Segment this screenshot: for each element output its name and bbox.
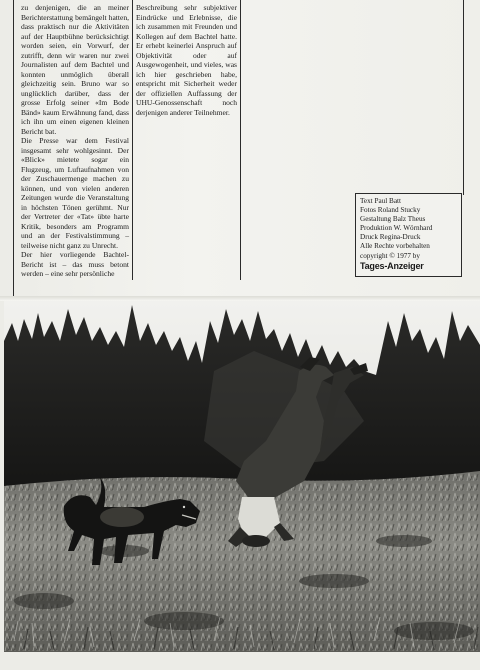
credit-line: Gestaltung Balz Theus [360,215,426,224]
credit-line: Alle Rechte vorbehalten [360,242,430,251]
column-rule-middle [132,0,133,280]
credit-line: copyright © 1977 by [360,251,420,260]
credit-line: Text Paul Batt [360,197,402,205]
paragraph: Beschreibung sehr subjektiver Eindrücke und Erlebnisse, die ich zusammen mit Freunden und Kollegen auf dem Bachtel hatte. Er erhebt keinerlei Anspruch auf Objektivität oder auf Ausgewogenheit, und vieles, was ich hier geschrieben habe, entspricht mit Sicherheit weder der offiziellen Auffassung der UHU-Genossenschaft noch derjenigen anderer Teilnehmer. [136,3,237,117]
column-rule-right [240,0,241,280]
credit-line: Druck Regina-Druck [360,233,421,242]
photo-meadow-dog-handstand [4,301,480,652]
article-column-1 [21,3,129,279]
article-column-2 [136,3,237,117]
credit-line: Fotos Roland Stucky [360,206,421,215]
bottom-margin [0,652,480,670]
column-rule-far-right [463,0,464,195]
column-rule-left [13,0,14,296]
paragraph: zu denjenigen, die an meiner Berichterstattung bemängelt hatten, dass praktisch nur die Aktivitäten auf der Hauptbühne berücksichtigt worden seien, ein Vorwurf, der zutrifft, denn wir waren nur zwei Journalisten auf dem Bachtel und konnten unmöglich überall gleichzeitig sein. Bruno war so unglücklich darüber, dass der grosse Erfolg seiner «Im Bode Bänd» kaum Erwähnung fand, dass ich ihn um einen eigenen kleinen Bericht bat. [21,3,129,136]
tages-anzeiger-logo: Tages-Anzeiger [360,260,424,271]
credit-line: Produktion W. Wörnhard [360,224,433,233]
credits-box [355,193,462,277]
paragraph: Der hier vorliegende Bachtel-Bericht ist – das muss betont werden – eine sehr persönliche [21,250,129,278]
paragraph: Die Presse war dem Festival insgesamt sehr wohlgesinnt. Der «Blick» mietete sogar ein Flugzeug, um Luftaufnahmen von der Zuschauermenge machen zu können, und von vielen anderen Zeitungen wurde die Veranstaltung in höchsten Tönen gerühmt. Nur der Vertreter der «Tat» übte harte Kritik, besonders am Programm und an der Festivalstimmung – teilweise nicht ganz zu Unrecht. [21,136,129,250]
